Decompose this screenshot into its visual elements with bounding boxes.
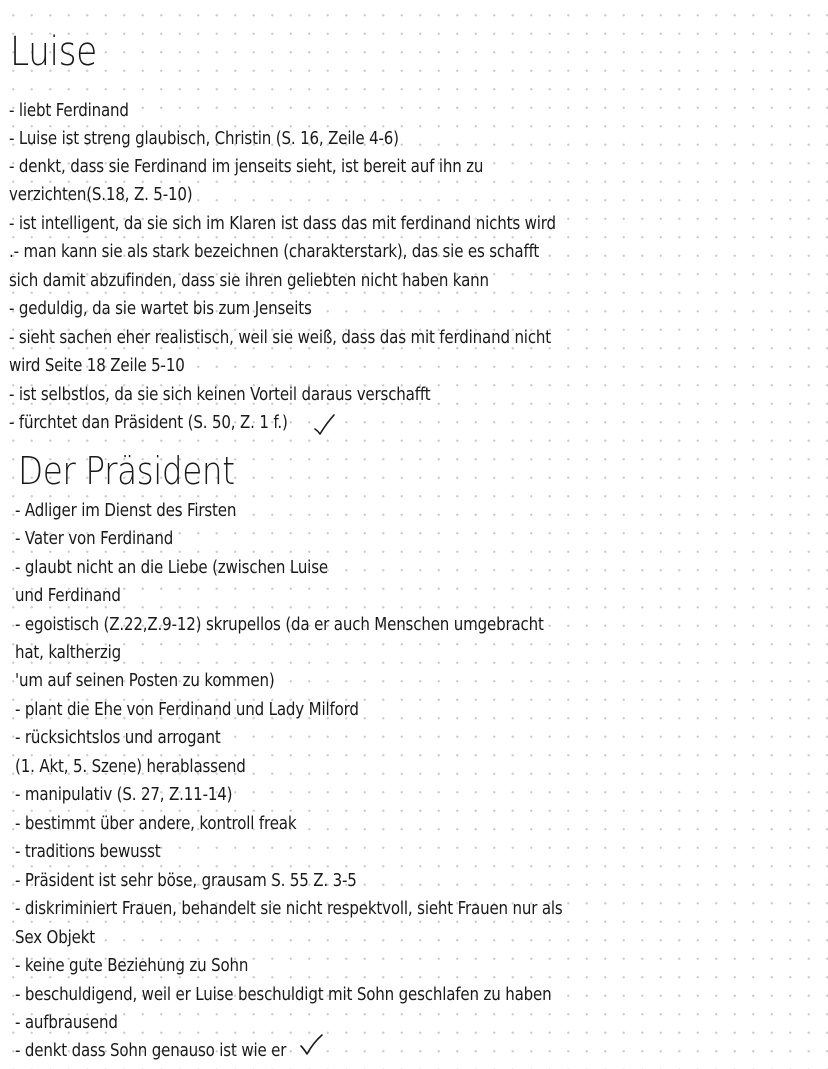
luise-line: - Luise ist streng glaubisch, Christin (S. 16, Zeile 4-6) bbox=[9, 129, 399, 149]
praesident-line: - traditions bewusst bbox=[15, 842, 161, 862]
praesident-line: - denkt dass Sohn genauso ist wie er bbox=[15, 1041, 287, 1061]
heading-praesident: Der Präsident bbox=[18, 449, 235, 493]
praesident-line: - keine gute Beziehung zu Sohn bbox=[15, 956, 249, 976]
praesident-line: - beschuldigend, weil er Luise beschuldigt mit Sohn geschlafen zu haben bbox=[15, 985, 552, 1005]
checkmark-icon bbox=[298, 1032, 324, 1058]
praesident-line: - bestimmt über andere, kontroll freak bbox=[15, 814, 297, 834]
luise-line: - liebt Ferdinand bbox=[9, 101, 129, 121]
praesident-line: - Präsident ist sehr böse, grausam S. 55 Z. 3-5 bbox=[15, 871, 357, 891]
luise-line: - denkt, dass sie Ferdinand im jenseits sieht, ist bereit auf ihn zu bbox=[9, 157, 484, 177]
praesident-line: und Ferdinand bbox=[15, 586, 121, 606]
praesident-line: - manipulativ (S. 27, Z.11-14) bbox=[15, 785, 233, 805]
luise-line: - ist intelligent, da sie sich im Klaren ist dass das mit ferdinand nichts wird bbox=[9, 214, 556, 234]
luise-line: - fürchtet dan Präsident (S. 50, Z. 1 f.) bbox=[9, 413, 288, 433]
praesident-line: - Adliger im Dienst des Firsten bbox=[15, 501, 237, 521]
praesident-line: (1. Akt, 5. Szene) herablassend bbox=[15, 757, 246, 777]
praesident-line: - Vater von Ferdinand bbox=[15, 529, 174, 549]
luise-line: - sieht sachen eher realistisch, weil sie weiß, dass das mit ferdinand nicht bbox=[9, 328, 552, 348]
luise-line: - geduldig, da sie wartet bis zum Jenseits bbox=[9, 299, 312, 319]
praesident-line: - diskriminiert Frauen, behandelt sie nicht respektvoll, sieht Frauen nur als bbox=[15, 899, 563, 919]
praesident-line: - glaubt nicht an die Liebe (zwischen Luise bbox=[15, 558, 328, 578]
praesident-line: - aufbrausend bbox=[15, 1013, 118, 1033]
praesident-line: - plant die Ehe von Ferdinand und Lady Milford bbox=[15, 700, 359, 720]
praesident-line: hat, kaltherzig bbox=[15, 643, 122, 663]
praesident-line: - egoistisch (Z.22,Z.9-12) skrupellos (da er auch Menschen umgebracht bbox=[15, 615, 544, 635]
luise-line: sich damit abzufinden, dass sie ihren geliebten nicht haben kann bbox=[9, 271, 489, 291]
luise-line: verzichten(S.18, Z. 5-10) bbox=[9, 185, 193, 205]
luise-line: wird Seite 18 Zeile 5-10 bbox=[9, 356, 185, 376]
heading-luise: Luise bbox=[10, 29, 97, 75]
checkmark-icon bbox=[312, 412, 338, 438]
praesident-line: 'um auf seinen Posten zu kommen) bbox=[15, 671, 275, 691]
luise-line: .- man kann sie als stark bezeichnen (charakterstark), das sie es schafft bbox=[9, 242, 540, 262]
praesident-line: - rücksichtslos und arrogant bbox=[15, 728, 221, 748]
luise-line: - ist selbstlos, da sie sich keinen Vorteil daraus verschafft bbox=[9, 385, 431, 405]
praesident-line: Sex Objekt bbox=[15, 928, 95, 948]
